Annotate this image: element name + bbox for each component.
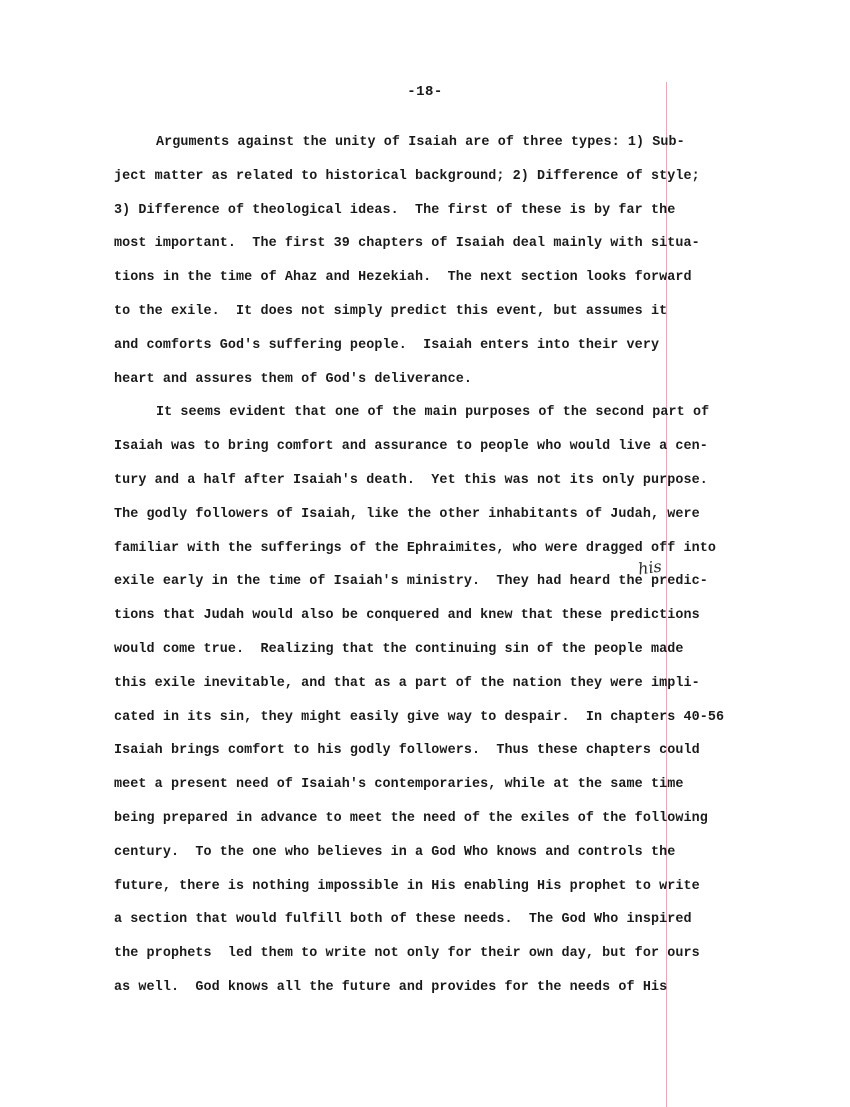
paragraph-2-line: this exile inevitable, and that as a part of the nation they were impli- xyxy=(114,675,700,691)
paragraph-2-line: meet a present need of Isaiah's contemporaries, while at the same time xyxy=(114,777,684,793)
paragraph-2-line: as well. God knows all the future and provides for the needs of His xyxy=(114,979,668,995)
paragraph-1-line: heart and assures them of God's deliverance. xyxy=(114,371,472,387)
paragraph-1-line: and comforts God's suffering people. Isaiah enters into their very xyxy=(114,337,660,353)
paragraph-2-line: future, there is nothing impossible in His enabling His prophet to write xyxy=(114,878,700,894)
paragraph-2-line: exile early in the time of Isaiah's ministry. They had heard the predic- xyxy=(114,574,708,590)
paragraph-1-line: most important. The first 39 chapters of Isaiah deal mainly with situa- xyxy=(114,236,700,252)
paragraph-2-line: would come true. Realizing that the continuing sin of the people made xyxy=(114,641,684,657)
paragraph-2-line: century. To the one who believes in a God Who knows and controls the xyxy=(114,844,676,860)
paragraph-2-line: It seems evident that one of the main purposes of the second part of xyxy=(156,405,710,421)
page-number: -18- xyxy=(407,84,443,100)
paragraph-2-line: the prophets led them to write not only for their own day, but for ours xyxy=(114,946,700,962)
paragraph-1-line: ject matter as related to historical background; 2) Difference of style; xyxy=(114,168,700,184)
paragraph-2-line: being prepared in advance to meet the need of the exiles of the following xyxy=(114,810,708,826)
paragraph-2-line: tions that Judah would also be conquered and knew that these predictions xyxy=(114,608,700,624)
paragraph-2-line: a section that would fulfill both of these needs. The God Who inspired xyxy=(114,912,692,928)
paragraph-2-line: Isaiah was to bring comfort and assurance to people who would live a cen- xyxy=(114,439,708,455)
paragraph-2-line: The godly followers of Isaiah, like the other inhabitants of Judah, were xyxy=(114,506,700,522)
paragraph-2-line: tury and a half after Isaiah's death. Yet this was not its only purpose. xyxy=(114,472,708,488)
paragraph-1-line: to the exile. It does not simply predict this event, but assumes it xyxy=(114,303,668,319)
paragraph-1-line: tions in the time of Ahaz and Hezekiah. The next section looks forward xyxy=(114,270,692,286)
paragraph-1-line: 3) Difference of theological ideas. The first of these is by far the xyxy=(114,202,676,218)
paragraph-1-line: Arguments against the unity of Isaiah are of three types: 1) Sub- xyxy=(156,135,685,150)
paragraph-2-line: familiar with the sufferings of the Ephraimites, who were dragged off into xyxy=(114,540,717,556)
paragraph-2-line: cated in its sin, they might easily give way to despair. In chapters 40-56 xyxy=(114,709,725,725)
handwritten-annotation: his xyxy=(636,556,663,579)
paragraph-2-line: Isaiah brings comfort to his godly followers. Thus these chapters could xyxy=(114,743,700,759)
